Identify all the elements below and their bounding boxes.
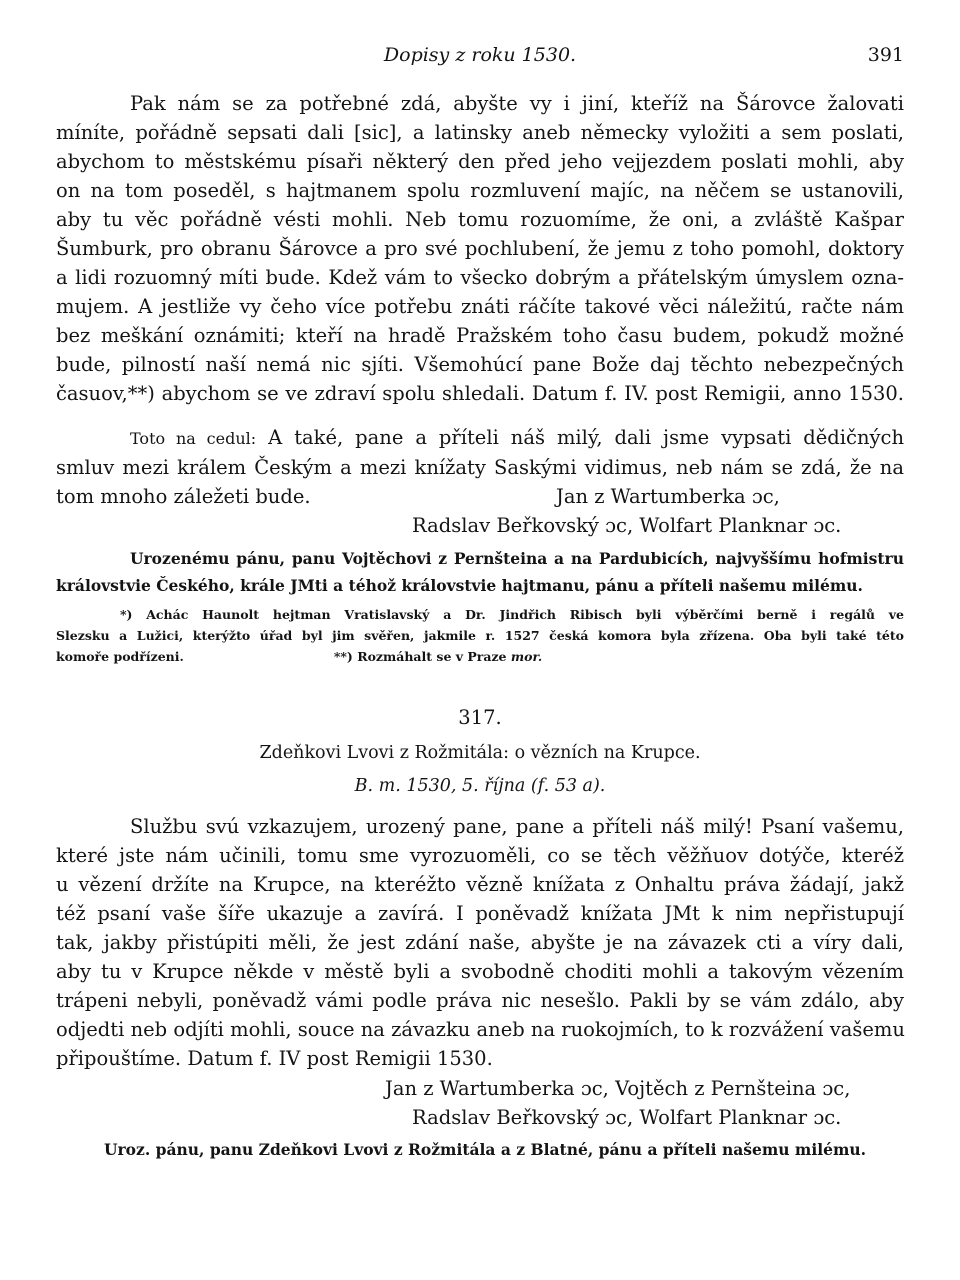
signature-line: Jan z Wartumberka ɔc, Vojtěch z Pernšteina ɔc,: [385, 1077, 851, 1100]
footnote-text: komoře podřízeni.: [56, 649, 184, 664]
text-line: u vězení držíte na Krupce, na kteréžto vězně knížata z Onhaltu práva žádají, jakž: [56, 873, 904, 896]
signature-line: Radslav Beřkovský ɔc, Wolfart Planknar ɔc.: [412, 1106, 842, 1129]
running-head: [56, 44, 904, 74]
text-line: smluv mezi králem Českým a mezi knížaty Saskými vidimus, neb nám se zdá, že na: [56, 456, 904, 479]
footnote-2-text: **) Rozmáhalt se v Praze: [333, 649, 507, 664]
document-number: 317.: [458, 706, 502, 729]
text-line: aby tu věc pořádně vésti mohli. Neb tomu rozuomíme, že oni, a zvláště Kašpar: [56, 208, 904, 231]
text-line: Službu svú vzkazujem, urozený pane, pane a příteli náš milý! Psaní vašemu,: [130, 815, 904, 838]
footnote-line: [56, 646, 904, 667]
postscript-first-line: [56, 423, 904, 453]
running-title: Dopisy z roku 1530.: [383, 44, 577, 66]
text-line: Pak nám se za potřebné zdá, abyšte vy i jiní, kteříž na Šárovce žalovati: [130, 92, 904, 115]
document-heading: Zdeňkovi Lvovi z Rožmitála: o vězních na Krupce.: [259, 743, 701, 763]
postscript-label: Toto na cedul:: [130, 429, 257, 448]
signature-line: Radslav Beřkovský ɔc, Wolfart Planknar ɔc.: [412, 514, 842, 537]
address-line: královstvie Českého, krále JMti a téhož královstvie hajtmanu, pánu a příteli našemu milému.: [56, 576, 863, 595]
document-date: B. m. 1530, 5. října (f. 53 a).: [354, 776, 606, 796]
footnote-2-italic: mor.: [510, 649, 543, 664]
signature-line: Jan z Wartumberka ɔc,: [556, 485, 780, 508]
address-line: Urozenému pánu, panu Vojtěchovi z Pernšteina a na Pardubicích, najvyššímu hofmistru: [130, 549, 904, 568]
footnote-line: Slezsku a Lužici, kterýžto úřad byl jim svěřen, jakmile r. 1527 česká komora byla zřízena. Oba byli také této: [56, 628, 904, 643]
text-line: aby tu v Krupce někde v městě byli a svobodně choditi mohli a takovým vězením: [56, 960, 904, 983]
text-line: které jste nám učinili, tomu sme vyrozuoměli, co se těch věžňuov dotýče, kteréž: [56, 844, 904, 867]
letter-body-317: [56, 812, 904, 1073]
text-line: míníte, pořádně sepsati dali [sic], a latinsky aneb německy vyložiti a sem poslati,: [56, 121, 904, 144]
text-line: tak, jakby přistúpiti měli, že jest zdání naše, abyšte je na závazek cti a víry dali,: [56, 931, 904, 954]
text-line: mujem. A jestliže vy čeho více potřebu znáti ráčíte takové věci náležitú, račte nám: [56, 295, 904, 318]
postscript-text: A také, pane a příteli náš milý, dali jsme vypsati dědičných: [268, 426, 905, 449]
text-line: abychom to městskému písaři některý den před jeho vejjezdem poslati mohli, aby: [56, 150, 904, 173]
text-line: on na tom poseděl, s hajtmanem spolu rozmluvení majíc, na něčem se ustanovili,: [56, 179, 904, 202]
text-line: tom mnoho záležeti bude.: [56, 485, 311, 508]
letter-body: [56, 89, 904, 408]
text-line: bude, pilností naší nemá nic sjíti. Všemohúcí pane Bože daj těchto nebezpečných: [56, 353, 904, 376]
text-line: odjedti neb odjíti mohli, souce na závazku aneb na ruokojmích, to k rozvážení vašemu: [56, 1018, 905, 1041]
text-line: též psaní vaše šíře ukazuje a zavírá. I poněvadž knížata JMt k nim nepřistupují: [56, 902, 904, 925]
address-block: [56, 545, 904, 599]
footnote-line: *) Achác Haunolt hejtman Vratislavský a Dr. Jindřich Ribisch byli výběrčími berně i regálů ve: [120, 607, 904, 622]
text-line: připouštíme. Datum f. IV post Remigii 1530.: [56, 1047, 493, 1070]
page-number: 391: [867, 44, 904, 66]
text-line: Šumburk, pro obranu Šárovce a pro své pochlubení, že jemu z toho pomohl, doktory: [56, 237, 904, 260]
footnotes: [56, 604, 904, 667]
text-line: bez meškání oznámiti; kteří na hradě Pražském toho času budem, pokudž možné: [56, 324, 904, 347]
text-line: trápeni nebyli, poněvadž vámi podle práva nic nesešlo. Pakli by se vám zdálo, aby: [56, 989, 904, 1012]
text-line: a lidi rozuomný míti bude. Kdež vám to všecko dobrým a přátelským úmyslem ozna-: [56, 266, 904, 289]
text-line: časuov,**) abychom se ve zdraví spolu shledali. Datum f. IV. post Remigii, anno 1530.: [56, 382, 904, 405]
address-line: Uroz. pánu, panu Zdeňkovi Lvovi z Rožmitála a z Blatné, pánu a příteli našemu milému.: [104, 1140, 867, 1159]
